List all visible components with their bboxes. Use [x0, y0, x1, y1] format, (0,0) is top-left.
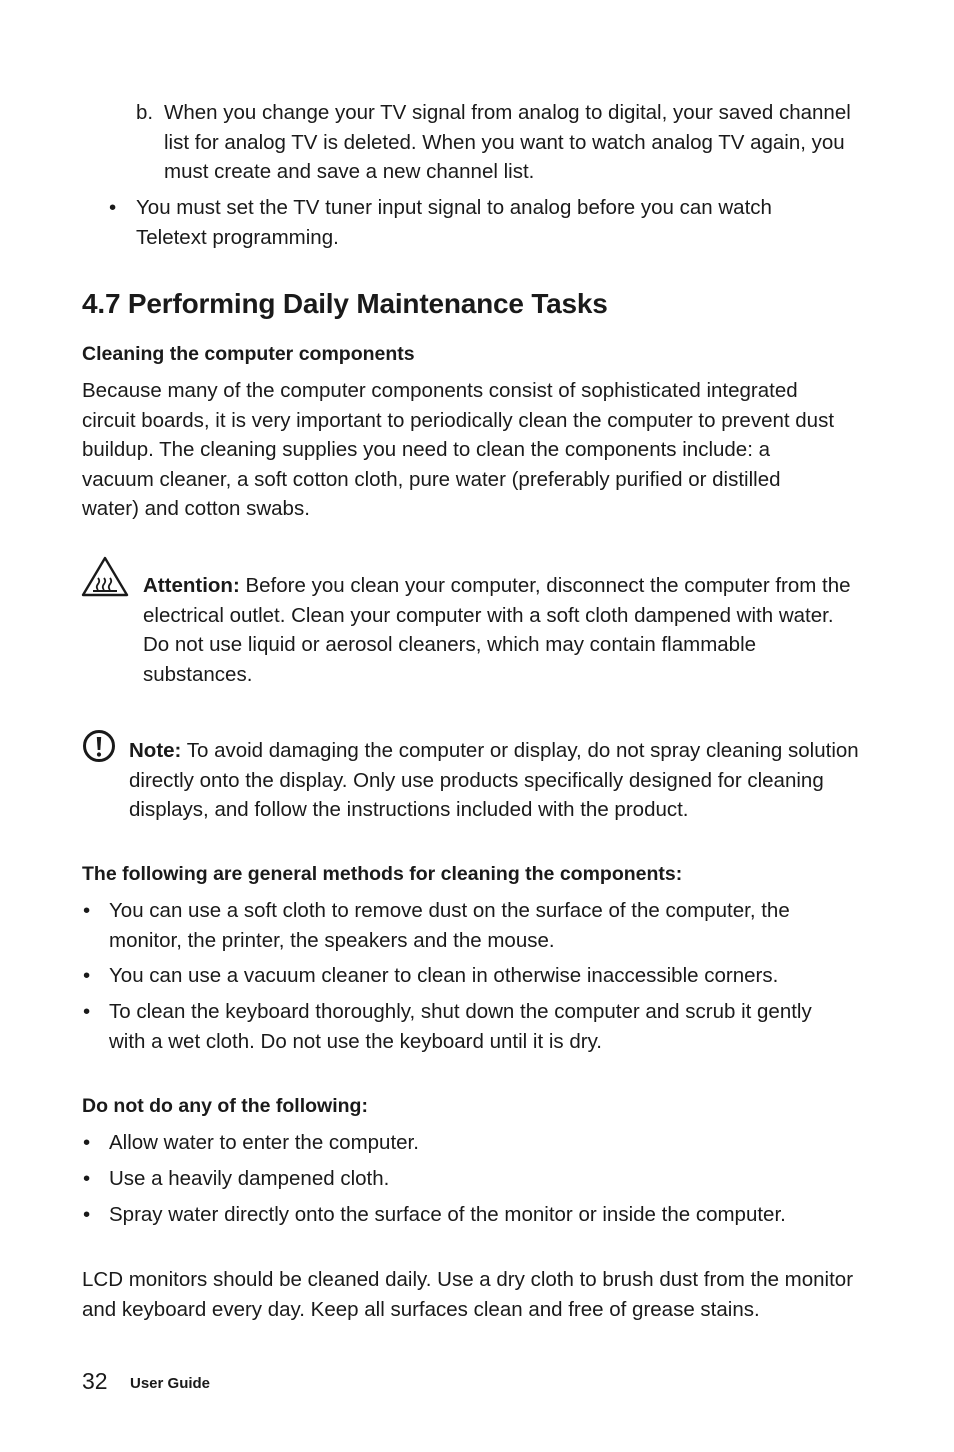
attention-text — [143, 571, 853, 689]
note-text — [129, 736, 869, 825]
bullet: • — [83, 964, 91, 987]
methods-item-3 — [83, 997, 844, 1056]
donts-item-2 — [83, 1164, 844, 1194]
list-marker: b. — [136, 101, 154, 124]
attention-label: Attention: — [143, 574, 240, 597]
methods-heading: The following are general methods for cleaning the components: — [82, 863, 683, 885]
attention-body: Before you clean your computer, disconnect the computer from the electrical outlet. Clean your computer with a soft cloth dampened with water. Do not use liquid or aerosol cleaners, which may contain flammable substances. — [143, 574, 851, 686]
list-item-text: Spray water directly onto the surface of the monitor or inside the computer. — [109, 1203, 786, 1226]
donts-item-1 — [83, 1128, 844, 1158]
donts-item-3 — [83, 1200, 844, 1230]
list-item-text: Allow water to enter the computer. — [109, 1131, 419, 1154]
list-item-text: You must set the TV tuner input signal to analog before you can watch Teletext programming. — [136, 196, 772, 249]
list-item-text: You can use a soft cloth to remove dust on the surface of the computer, the monitor, the printer, the speakers and the mouse. — [109, 899, 790, 952]
note-label: Note: — [129, 739, 182, 762]
bullet: • — [83, 1000, 91, 1023]
list-item-teletext — [109, 193, 836, 252]
list-item-text: To clean the keyboard thoroughly, shut down the computer and scrub it gently with a wet cloth. Do not use the keyboard until it is dry. — [109, 1000, 812, 1053]
intro-paragraph: Because many of the computer components consist of sophisticated integrated circuit boards, it is very important to periodically clean the computer to prevent dust buildup. The cleaning supplies you need to clean the components include: a vacuum cleaner, a soft cotton cloth, pure water (preferably purified or distilled water) and cotton swabs. — [82, 379, 835, 520]
list-item-text: When you change your TV signal from analog to digital, your saved channel list for analog TV is deleted. When you want to watch analog TV again, you must create and save a new channel list. — [164, 101, 851, 183]
bullet: • — [109, 196, 117, 219]
list-item-b — [136, 98, 854, 187]
exclamation-circle-icon — [82, 729, 116, 763]
footer-label: User Guide — [130, 1375, 211, 1392]
section-title: 4.7 Performing Daily Maintenance Tasks — [82, 288, 608, 319]
closing-paragraph: LCD monitors should be cleaned daily. Use a dry cloth to brush dust from the monitor and keyboard every day. Keep all surfaces clean and free of grease stains. — [82, 1268, 854, 1321]
donts-heading: Do not do any of the following: — [82, 1095, 368, 1117]
note-body: To avoid damaging the computer or display, do not spray cleaning solution directly onto the display. Only use products specifically designed for cleaning displays, and follow the instructions included with the product. — [129, 739, 859, 821]
list-item-text: Use a heavily dampened cloth. — [109, 1167, 390, 1190]
list-item-text: You can use a vacuum cleaner to clean in otherwise inaccessible corners. — [109, 964, 779, 987]
bullet: • — [83, 899, 91, 922]
bullet: • — [83, 1131, 91, 1154]
bullet: • — [83, 1203, 91, 1226]
hot-surface-warning-icon — [80, 555, 130, 599]
methods-item-2 — [83, 961, 844, 991]
bullet: • — [83, 1167, 91, 1190]
page-number: 32 — [82, 1368, 108, 1394]
methods-item-1 — [83, 896, 844, 955]
section-subtitle: Cleaning the computer components — [82, 343, 415, 365]
